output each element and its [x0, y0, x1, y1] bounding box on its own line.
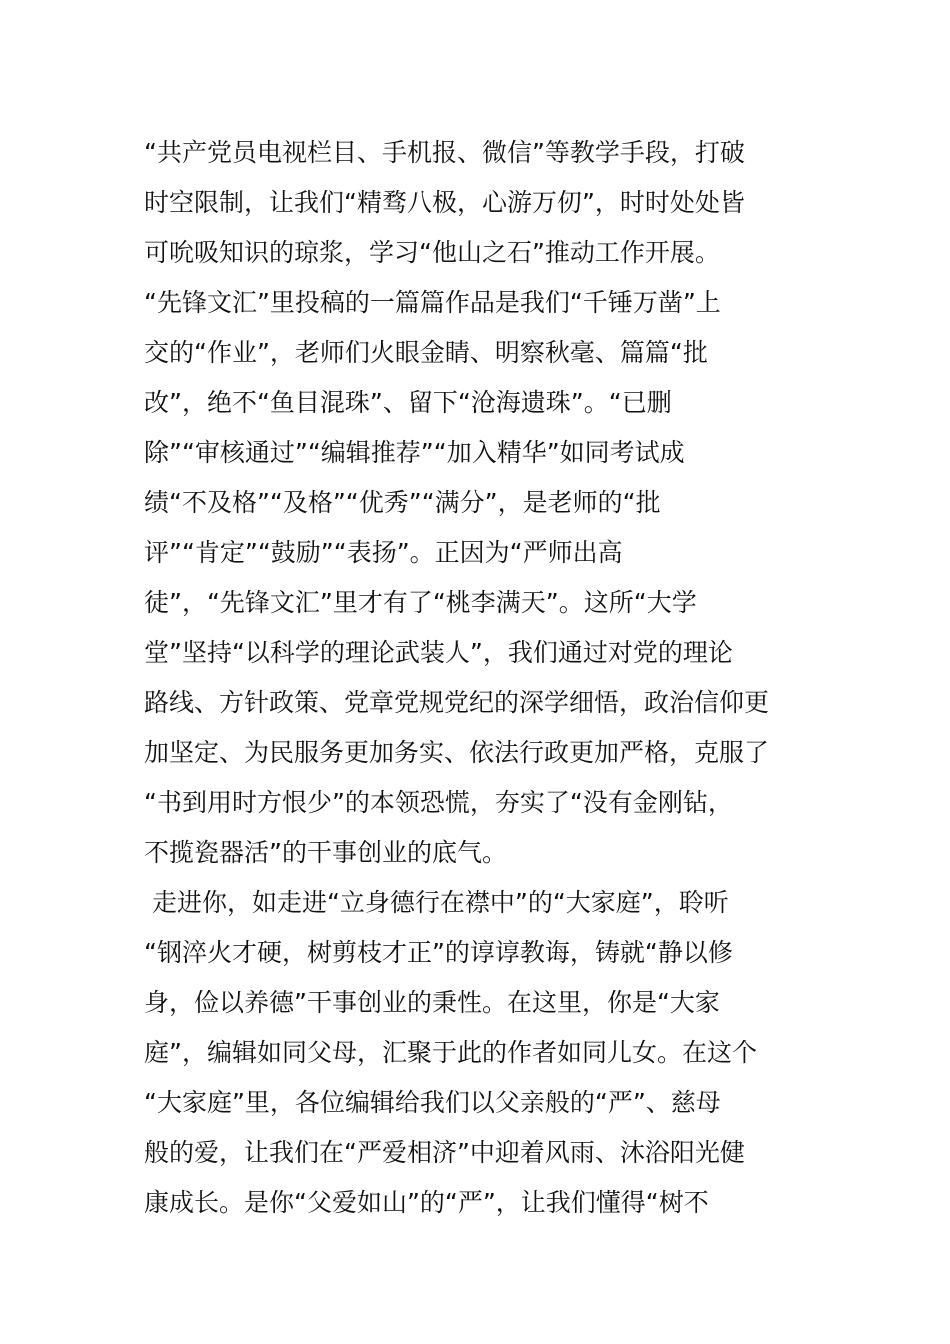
text-line: 庭”，编辑如同父母，汇聚于此的作者如同儿女。在这个	[144, 1038, 757, 1067]
text-line: 身，俭以养德”干事创业的秉性。在这里，你是“大家	[144, 988, 720, 1017]
text-line: 评”“肯定”“鼓励”“表扬”。正因为“严师出高	[144, 538, 623, 567]
text-line: “钢淬火才硬，树剪枝才正”的谆谆教诲，铸就“静以修	[144, 938, 733, 967]
text-line: 徒”，“先锋文汇”里才有了“桃李满天”。这所“大学	[144, 588, 697, 617]
text-line: 康成长。是你“父爱如山”的“严”，让我们懂得“树不	[144, 1188, 709, 1217]
text-line: “共产党员电视栏目、手机报、微信”等教学手段，打破	[144, 138, 745, 167]
text-line: 堂”坚持“以科学的理论武装人”，我们通过对党的理论	[144, 638, 733, 667]
body-text	[144, 128, 814, 1228]
text-line: “先锋文汇”里投稿的一篇篇作品是我们“千锤万凿”上	[144, 288, 721, 317]
text-line: “书到用时方恨少”的本领恐慌，夯实了“没有金刚钻，	[144, 788, 733, 817]
text-line: 绩“不及格”“及格”“优秀”“满分”，是老师的“批	[144, 488, 661, 517]
text-line: “大家庭”里，各位编辑给我们以父亲般的“严”、慈母	[144, 1088, 721, 1117]
text-line: 走进你，如走进“立身德行在襟中”的“大家庭”，聆听	[144, 888, 729, 917]
text-line: 时空限制，让我们“精骛八极，心游万仞”，时时处处皆	[144, 188, 745, 217]
text-line: 改”，绝不“鱼目混珠”、留下“沧海遗珠”。“已删	[144, 388, 672, 417]
text-line: 不揽瓷器活”的干事创业的底气。	[144, 838, 507, 867]
text-line: 可吮吸知识的琼浆，学习“他山之石”推动工作开展。	[144, 238, 720, 267]
text-line: 般的爱，让我们在“严爱相济”中迎着风雨、沐浴阳光健	[144, 1138, 745, 1167]
text-line: 除”“审核通过”“编辑推荐”“加入精华”如同考试成	[144, 438, 685, 467]
text-line: 加坚定、为民服务更加务实、依法行政更加严格，克服了	[144, 738, 770, 767]
text-line: 交的“作业”，老师们火眼金睛、明察秋毫、篇篇“批	[144, 338, 708, 367]
text-line: 路线、方针政策、党章党规党纪的深学细悟，政治信仰更	[144, 688, 770, 717]
